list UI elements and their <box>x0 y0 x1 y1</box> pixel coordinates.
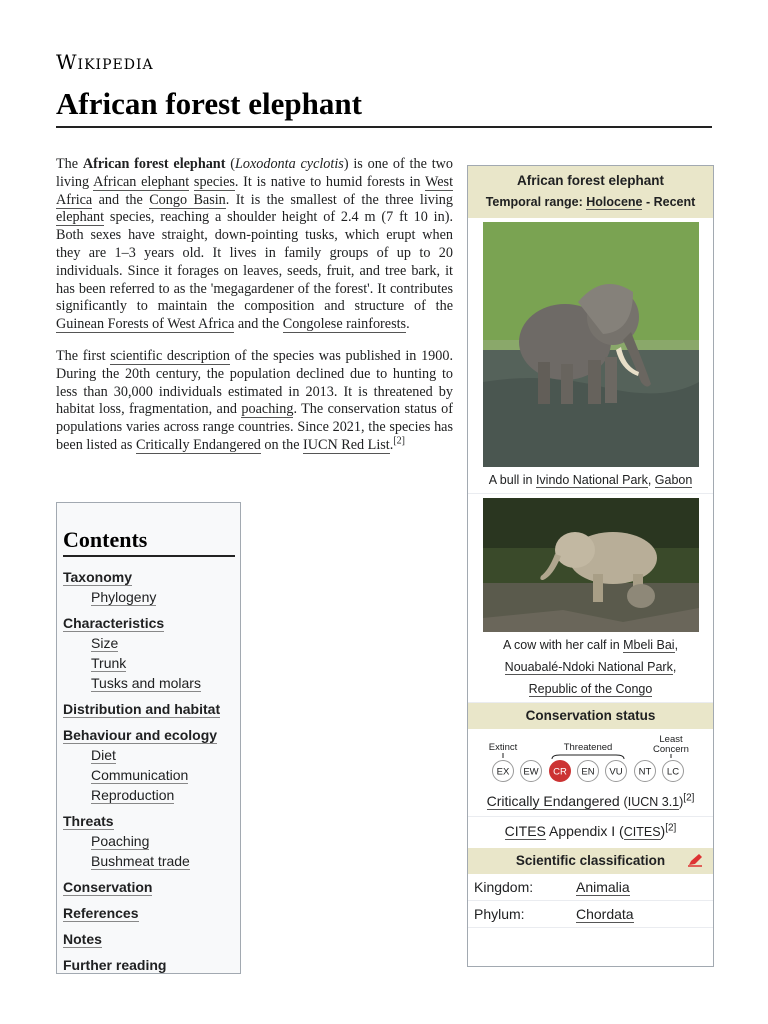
toc-link[interactable]: Behaviour and ecology <box>63 727 218 743</box>
status-code-label: CR <box>553 766 567 778</box>
threatened-bracket <box>552 755 624 759</box>
holocene-link[interactable]: Holocene <box>586 195 643 209</box>
conservation-status-header[interactable] <box>468 703 713 729</box>
toc-subitem[interactable] <box>91 851 240 871</box>
toc-sublink[interactable]: Phylogeny <box>91 589 157 605</box>
toc-sublink[interactable]: Size <box>91 635 119 651</box>
cites-link[interactable]: CITES <box>504 823 546 839</box>
title-divider <box>56 126 712 128</box>
status-vu-circle <box>606 761 627 782</box>
infobox-header <box>468 166 713 218</box>
text-run: The first <box>56 347 111 364</box>
cow-calf-photo[interactable] <box>483 498 699 632</box>
bull-elephant-photo[interactable] <box>483 222 699 467</box>
status-code-label: NT <box>638 766 652 778</box>
text-run: and the <box>92 191 150 208</box>
toc-sublink[interactable]: Bushmeat trade <box>91 853 190 869</box>
article-link[interactable]: Critically Endangered <box>135 436 261 453</box>
toc-subitem[interactable] <box>91 785 240 805</box>
toc-subitem[interactable] <box>91 831 240 851</box>
iucn-link[interactable]: IUCN 3.1 <box>627 795 680 809</box>
intro-paragraph-2 <box>56 348 453 455</box>
nouabale-ndoki-link[interactable]: Nouabalé-Ndoki National Park <box>504 660 673 674</box>
toc-subitem[interactable] <box>91 765 240 785</box>
toc-item[interactable] <box>63 567 240 587</box>
toc-list <box>57 567 240 974</box>
article-body <box>56 156 453 469</box>
caption1-sep: , <box>647 473 655 487</box>
toc-link[interactable]: Taxonomy <box>63 569 132 585</box>
photo-caption-1 <box>468 467 713 494</box>
toc-sublink[interactable]: Trunk <box>91 655 127 671</box>
caption1-text: A bull in <box>488 473 536 487</box>
status-lc-circle <box>663 761 684 782</box>
text-run: . <box>389 436 394 453</box>
text-run: and the <box>234 316 283 333</box>
classification-link[interactable]: Animalia <box>576 879 630 895</box>
status-code-label: LC <box>666 766 680 778</box>
toc-subitem[interactable] <box>91 633 240 653</box>
classification-row <box>468 874 713 901</box>
article-link[interactable]: West Africa <box>56 173 454 208</box>
article-link[interactable]: Guinean Forests of West Africa <box>56 316 235 333</box>
status-code-label: EW <box>523 766 539 778</box>
toc-sublink[interactable]: Reproduction <box>91 787 175 803</box>
article-link[interactable]: poaching <box>241 401 294 418</box>
text-run: species, reaching a shoulder height of 2.4 m (7 ft 10 in). Both sexes have straight, down-pointing tusks, which erupt when they are 1–3 years old. It lives in family groups of up to 20 individuals. Since it forages on leaves, seeds, fruit, and tree bark, it has been referred to as the 'megagardener of the forest'. It contributes significantly to maintain the composition and structure of the <box>56 209 453 315</box>
toc-subitem[interactable] <box>91 673 240 693</box>
caption2-sep: , <box>674 638 679 652</box>
toc-sublink[interactable]: Tusks and molars <box>91 675 201 691</box>
classification-value-cell <box>576 874 630 900</box>
scientific-classification-title: Scientific classification <box>515 853 666 868</box>
text-run: . It is native to humid forests in <box>234 173 425 190</box>
classification-rank: Kingdom: <box>474 879 534 895</box>
infobox <box>467 165 714 967</box>
status-ex-circle <box>493 761 514 782</box>
caption2-sep2: , <box>672 660 677 674</box>
toc-link[interactable]: Further reading <box>63 957 167 973</box>
toc-item[interactable] <box>63 811 240 831</box>
toc-link[interactable]: Distribution and habitat <box>63 701 221 717</box>
infobox-title: African forest elephant <box>516 173 665 188</box>
toc-item[interactable] <box>63 877 240 897</box>
bull-elephant-illustration <box>483 222 699 467</box>
toc-item[interactable] <box>63 613 240 633</box>
status-en-circle <box>578 761 599 782</box>
temporal-range-tail: - Recent <box>642 195 696 209</box>
edit-pencil-icon[interactable] <box>687 853 703 867</box>
article-link[interactable]: elephant <box>56 209 105 226</box>
italic-term: Loxodonta cyclotis <box>234 156 344 172</box>
toc-item[interactable] <box>63 699 240 719</box>
ref-2-b[interactable]: [2] <box>665 822 677 834</box>
bold-term: African forest elephant <box>82 156 226 172</box>
toc-sublink[interactable]: Poaching <box>91 833 150 849</box>
toc-link[interactable]: Conservation <box>63 879 153 895</box>
toc-link[interactable]: Characteristics <box>63 615 165 631</box>
critically-endangered-link[interactable]: Critically Endangered <box>486 793 620 809</box>
status-ew-circle <box>521 761 542 782</box>
text-run: . It is the smallest of the three living <box>225 191 453 208</box>
article-link[interactable]: Congolese rainforests <box>282 316 407 333</box>
text-run: on the <box>260 436 304 453</box>
article-link[interactable]: Congo Basin <box>149 191 226 208</box>
toc-link[interactable]: Notes <box>63 931 102 947</box>
status-code-label: EN <box>581 766 595 778</box>
toc-subitem[interactable] <box>91 587 240 607</box>
status-code-label: EX <box>496 766 510 778</box>
least-label: Least <box>659 734 683 745</box>
article-link[interactable]: species <box>193 173 235 190</box>
text-run: ) is one of the two living <box>56 156 453 190</box>
toc-sublink[interactable]: Diet <box>91 747 116 763</box>
toc-subitem[interactable] <box>91 653 240 673</box>
cites-status <box>468 816 713 846</box>
toc-item[interactable] <box>63 929 240 949</box>
cites-link-2[interactable]: CITES <box>623 825 661 839</box>
classification-rank: Phylum: <box>474 906 525 922</box>
threatened-label: Threatened <box>563 742 613 753</box>
toc-item[interactable] <box>63 725 240 745</box>
scientific-classification-header <box>468 848 713 874</box>
classification-row <box>468 901 713 928</box>
page-title: African forest elephant <box>56 86 362 121</box>
article-link[interactable]: African elephant <box>93 173 190 190</box>
temporal-range-label: Temporal range: <box>485 195 583 209</box>
caption2-text: A cow with her calf in <box>502 638 624 652</box>
concern-label: Concern <box>653 744 689 755</box>
toc-item[interactable] <box>63 955 240 974</box>
text-run: . <box>406 316 410 333</box>
status-code-label: VU <box>609 766 623 778</box>
extinct-label: Extinct <box>488 742 518 753</box>
gabon-link[interactable]: Gabon <box>654 473 693 487</box>
text-run: of the species was published in 1900. During the 20th century, the population declined due to hunting to less than 30,000 individuals estimated in 2013. It is threatened by habitat loss, fragmentation, and <box>56 347 453 418</box>
wikipedia-logo[interactable]: Wikipedia <box>56 50 154 74</box>
cow-calf-illustration <box>483 498 699 632</box>
reference-link[interactable]: [2] <box>393 435 405 447</box>
iucn-status-scale <box>468 729 713 787</box>
toc-title: Contents <box>63 527 235 557</box>
conservation-status-link[interactable]: Conservation status <box>525 708 656 723</box>
article-link[interactable]: IUCN Red List <box>303 436 390 453</box>
classification-value-cell <box>576 901 634 927</box>
republic-congo-link[interactable]: Republic of the Congo <box>528 682 653 696</box>
cites-end: ) <box>660 823 666 839</box>
photo-caption-2 <box>468 632 713 703</box>
status-cr-circle <box>550 761 571 782</box>
text-run: The <box>56 156 83 172</box>
text-run: ( <box>225 156 235 172</box>
temporal-range <box>472 192 709 213</box>
status-scale-graphic <box>468 729 711 787</box>
toc-link[interactable]: References <box>63 905 139 921</box>
article-link[interactable]: scientific description <box>110 347 230 364</box>
intro-paragraph-1 <box>56 156 453 334</box>
classification-table <box>468 874 713 928</box>
classification-link[interactable]: Chordata <box>576 906 634 922</box>
table-of-contents <box>56 502 241 974</box>
toc-item[interactable] <box>63 903 240 923</box>
status-nt-circle <box>635 761 656 782</box>
iucn-version: (IUCN 3.1) <box>623 795 684 809</box>
mbeli-bai-link[interactable]: Mbeli Bai <box>623 638 675 652</box>
text-run: . The conservation status of populations varies across range countries. Since 2021, the species has been listed as <box>56 401 453 453</box>
ivindo-link[interactable]: Ivindo National Park <box>535 473 648 487</box>
ref-2-a[interactable]: [2] <box>683 792 695 804</box>
toc-subitem[interactable] <box>91 745 240 765</box>
iucn-status <box>468 787 713 816</box>
cites-appendix: Appendix I ( <box>545 823 624 839</box>
toc-link[interactable]: Threats <box>63 813 114 829</box>
toc-sublink[interactable]: Communication <box>91 767 189 783</box>
